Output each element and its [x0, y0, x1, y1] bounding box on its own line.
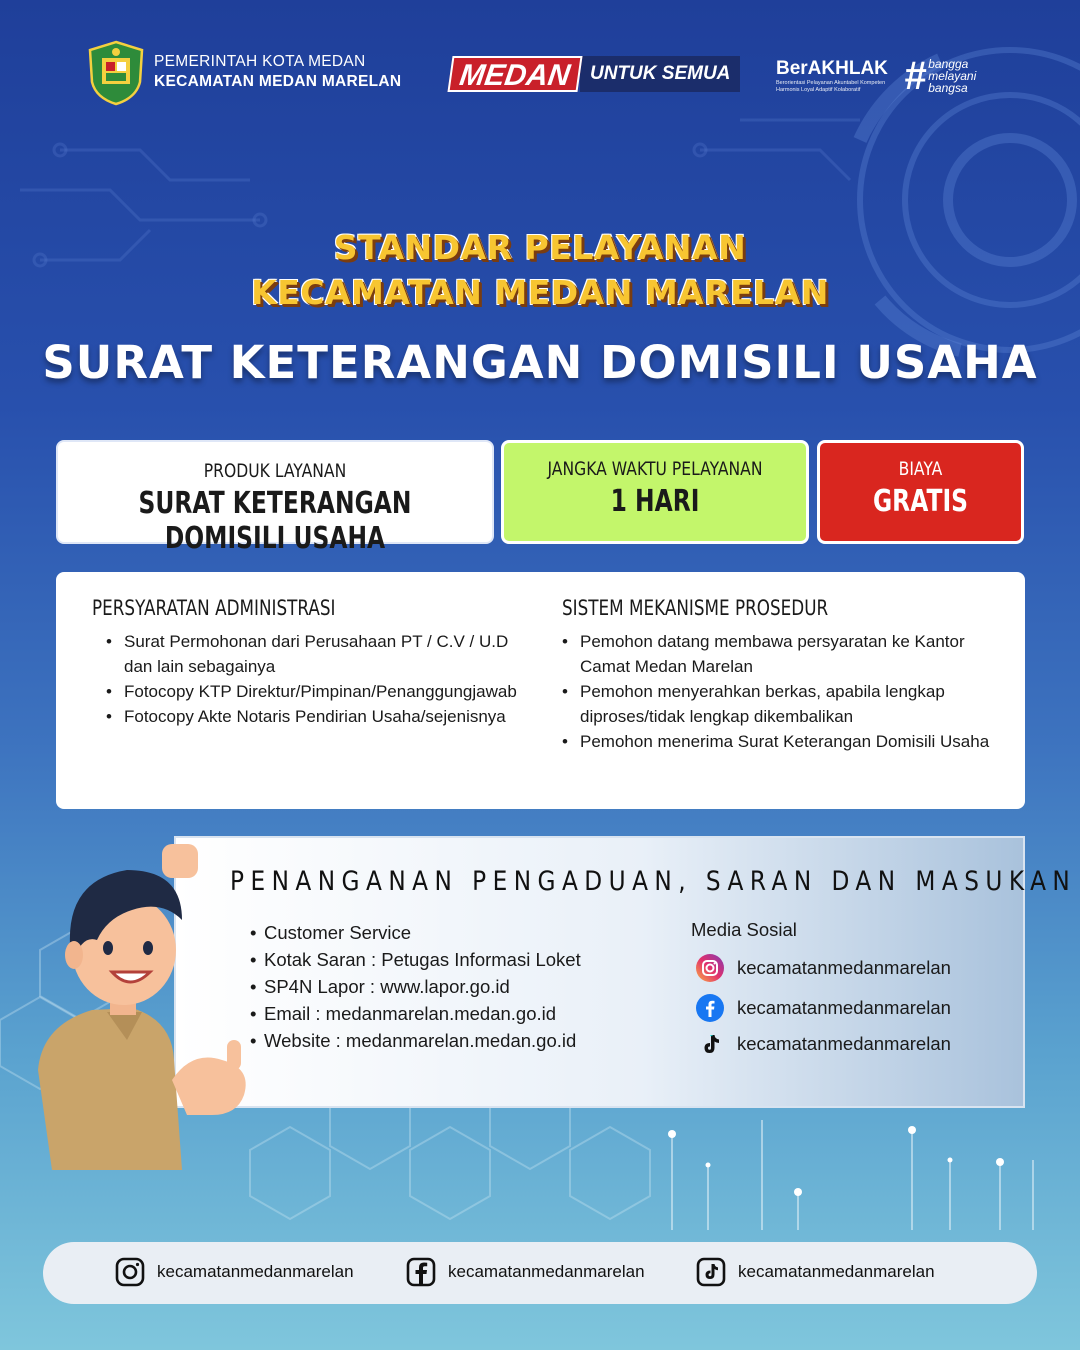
- list-item: • Email : medanmarelan.medan.go.id: [250, 1000, 581, 1027]
- facebook-icon: [696, 994, 724, 1022]
- slogan-sub: UNTUK SEMUA: [580, 56, 740, 92]
- list-item: • Customer Service: [250, 919, 581, 946]
- facebook-icon: [405, 1256, 437, 1288]
- bangga-melayani-bangsa-logo: [904, 56, 976, 96]
- bangga-word-2: melayani: [928, 69, 977, 83]
- instagram-icon: [114, 1256, 146, 1288]
- main-title: SURAT KETERANGAN DOMISILI USAHA: [42, 336, 1038, 389]
- cost-label: BIAYA: [898, 458, 943, 480]
- list-item: • Website : medanmarelan.medan.go.id: [250, 1027, 581, 1054]
- product-value: SURAT KETERANGAN DOMISILI USAHA: [138, 486, 412, 556]
- title-line-1: STANDAR PELAYANAN: [333, 228, 747, 267]
- list-item: • Pemohon datang membawa persyaratan ke Kantor Camat Medan Marelan: [550, 629, 1010, 679]
- service-time-value: 1 HARI: [610, 484, 700, 519]
- social-media-title: Media Sosial: [691, 919, 797, 940]
- berakhlak-logo: [776, 58, 888, 94]
- footer-tiktok-link[interactable]: [695, 1256, 935, 1288]
- footer-facebook-link[interactable]: [405, 1256, 645, 1288]
- footer-instagram-link[interactable]: [114, 1256, 354, 1288]
- instagram-link[interactable]: [696, 954, 951, 982]
- tiktok-icon: [695, 1256, 727, 1288]
- list-item: • Pemohon menyerahkan berkas, apabila lengkap diproses/tidak lengkap dikembalikan: [550, 679, 1010, 729]
- gov-line-2: KECAMATAN MEDAN MARELAN: [154, 73, 402, 90]
- list-item: • Surat Permohonan dari Perusahaan PT / C.V / U.D dan lain sebagainya: [94, 629, 534, 679]
- facebook-handle: kecamatanmedanmarelan: [737, 997, 951, 1018]
- cost-card: [817, 440, 1024, 544]
- requirements-title: PERSYARATAN ADMINISTRASI: [92, 596, 336, 620]
- cost-value: GRATIS: [872, 484, 969, 519]
- bangga-word-1: bangga: [928, 57, 969, 71]
- procedure-list: [550, 629, 1010, 754]
- service-time-card: [501, 440, 809, 544]
- medan-untuk-semua-logo: [450, 56, 740, 92]
- tiktok-link[interactable]: [696, 1030, 951, 1058]
- procedure-title: SISTEM MEKANISME PROSEDUR: [562, 596, 829, 620]
- requirements-list: [94, 629, 534, 729]
- product-label: PRODUK LAYANAN: [203, 460, 347, 482]
- hashtag-icon: #: [904, 54, 927, 98]
- berakhlak-subtext: Berorientasi Pelayanan Akuntabel Kompeten Harmonis Loyal Adaptif Kolaboratif: [776, 80, 886, 93]
- footer-tiktok-handle: kecamatanmedanmarelan: [738, 1262, 935, 1281]
- complaints-title: PENANGANAN PENGADUAN, SARAN DAN MASUKAN: [230, 866, 1077, 897]
- list-item: • Fotocopy Akte Notaris Pendirian Usaha/sejenisnya: [94, 704, 534, 729]
- bangga-word-3: bangsa: [928, 81, 968, 95]
- government-name: [154, 52, 401, 92]
- officer-illustration: [12, 840, 252, 1170]
- slogan-main: MEDAN: [447, 56, 582, 92]
- list-item: • SP4N Lapor : www.lapor.go.id: [250, 973, 581, 1000]
- service-time-label: JANGKA WAKTU PELAYANAN: [547, 458, 763, 480]
- product-card: [56, 440, 494, 556]
- instagram-handle: kecamatanmedanmarelan: [737, 957, 951, 978]
- title-line-2: KECAMATAN MEDAN MARELAN: [251, 273, 829, 312]
- tiktok-handle: kecamatanmedanmarelan: [737, 1033, 951, 1054]
- list-item: • Pemohon menerima Surat Keterangan Domisili Usaha: [550, 729, 1010, 754]
- gov-line-1: PEMERINTAH KOTA MEDAN: [154, 53, 366, 70]
- berakhlak-text: BerAKHLAK: [776, 58, 888, 79]
- list-item: • Fotocopy KTP Direktur/Pimpinan/Penanggungjawab: [94, 679, 534, 704]
- medan-city-seal-logo: [86, 40, 146, 106]
- list-item: • Kotak Saran : Petugas Informasi Loket: [250, 946, 581, 973]
- footer-instagram-handle: kecamatanmedanmarelan: [157, 1262, 354, 1281]
- complaints-list: [250, 919, 581, 1054]
- instagram-icon: [696, 954, 724, 982]
- tiktok-icon: [696, 1030, 724, 1058]
- footer-facebook-handle: kecamatanmedanmarelan: [448, 1262, 645, 1281]
- facebook-link[interactable]: [696, 994, 951, 1022]
